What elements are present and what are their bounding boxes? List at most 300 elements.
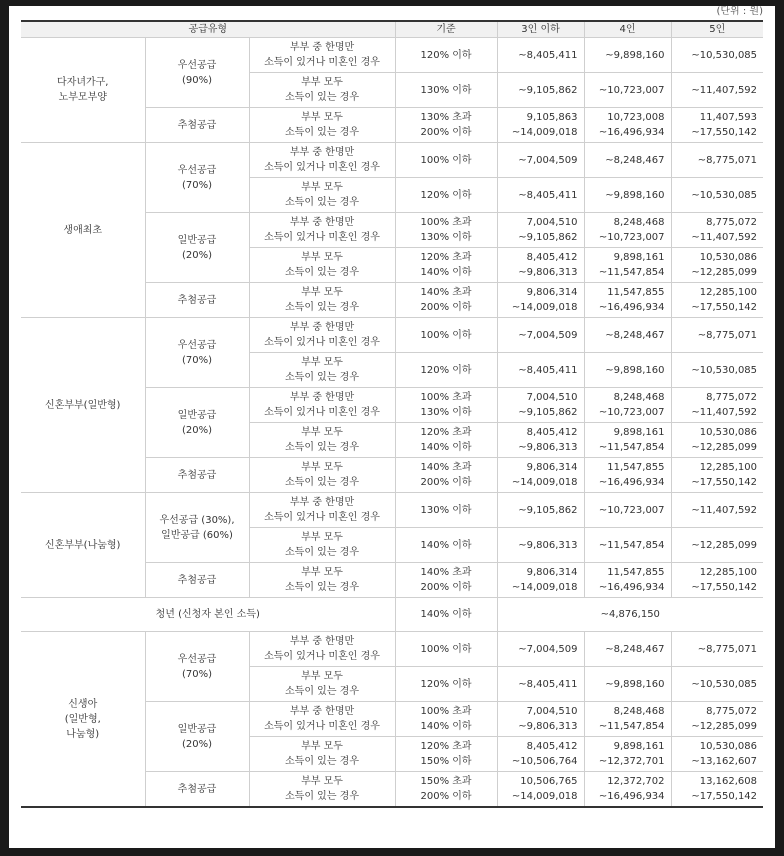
table-row bbox=[21, 38, 763, 73]
supply-type-label-line: 우선공급 bbox=[177, 339, 217, 351]
criteria-cell-line: 120% 이하 bbox=[420, 49, 472, 61]
condition-cell-line: 부부 중 한명만 bbox=[289, 636, 355, 647]
condition-cell-line: 소득이 있는 경우 bbox=[285, 197, 359, 208]
income-4-persons-line: ~12,372,701 bbox=[598, 756, 665, 767]
income-4-persons-line: 12,372,702 bbox=[607, 776, 665, 787]
supply-type-label-line: (70%) bbox=[181, 179, 213, 191]
income-4-persons-line: ~8,248,467 bbox=[605, 329, 665, 341]
income-3-persons-line: 7,004,510 bbox=[526, 217, 578, 228]
income-4-persons-line: 11,547,855 bbox=[607, 462, 665, 473]
income-5-persons-line: ~12,285,099 bbox=[691, 267, 758, 278]
income-3-persons-line: ~8,405,411 bbox=[518, 49, 578, 61]
supply-type-label bbox=[145, 108, 249, 143]
criteria-cell bbox=[395, 318, 497, 353]
header-criteria: 기준 bbox=[395, 21, 497, 38]
income-4-persons-line: 10,723,008 bbox=[607, 112, 665, 123]
table-row bbox=[21, 318, 763, 353]
condition-cell-line: 부부 모두 bbox=[301, 77, 343, 88]
unit-note: (단위 : 원) bbox=[716, 6, 763, 17]
page bbox=[9, 6, 775, 848]
condition-cell-line: 부부 모두 bbox=[301, 776, 343, 787]
income-5-persons-line: ~10,530,085 bbox=[691, 189, 758, 201]
section-label bbox=[21, 38, 145, 143]
income-5-persons-line: 12,285,100 bbox=[699, 567, 758, 578]
income-5-persons bbox=[671, 73, 763, 108]
income-4-persons bbox=[584, 143, 671, 178]
criteria-cell-line: 200% 이하 bbox=[420, 477, 472, 488]
income-3-persons-line: ~9,806,313 bbox=[518, 267, 578, 278]
criteria-cell-line: 130% 이하 bbox=[420, 504, 472, 516]
income-5-persons-line: 10,530,086 bbox=[699, 427, 758, 438]
condition-cell bbox=[249, 213, 395, 248]
income-4-persons bbox=[584, 213, 671, 248]
income-4-persons-line: ~10,723,007 bbox=[598, 84, 665, 96]
income-3-persons-line: 8,405,412 bbox=[526, 741, 578, 752]
income-4-persons-line: ~10,723,007 bbox=[598, 232, 665, 243]
income-5-persons bbox=[671, 493, 763, 528]
criteria-cell-line: 120% 이하 bbox=[420, 364, 472, 376]
income-5-persons-line: ~17,550,142 bbox=[691, 791, 758, 802]
income-5-persons bbox=[671, 318, 763, 353]
condition-cell bbox=[249, 143, 395, 178]
income-5-persons-line: ~12,285,099 bbox=[691, 539, 758, 551]
income-5-persons-line: ~11,407,592 bbox=[691, 84, 758, 96]
income-3-persons-line: ~9,105,862 bbox=[518, 84, 578, 96]
income-5-persons-line: ~13,162,607 bbox=[691, 756, 758, 767]
income-5-persons-line: 13,162,608 bbox=[699, 776, 758, 787]
criteria-cell-line: 140% 이하 bbox=[420, 721, 472, 732]
income-3-persons bbox=[497, 737, 584, 772]
income-5-persons bbox=[671, 563, 763, 598]
income-3-persons bbox=[497, 73, 584, 108]
criteria-cell bbox=[395, 73, 497, 108]
income-4-persons-line: ~9,898,160 bbox=[605, 49, 665, 61]
criteria-cell-line: 130% 이하 bbox=[420, 407, 472, 418]
condition-cell bbox=[249, 73, 395, 108]
income-5-persons-line: ~17,550,142 bbox=[691, 127, 758, 138]
income-4-persons-line: ~9,898,160 bbox=[605, 364, 665, 376]
income-5-persons-line: ~10,530,085 bbox=[691, 678, 758, 690]
income-5-persons-line: ~17,550,142 bbox=[691, 477, 758, 488]
section-label bbox=[21, 318, 145, 493]
header-3-persons: 3인 이하 bbox=[497, 21, 584, 38]
income-4-persons bbox=[584, 563, 671, 598]
condition-cell-line: 소득이 있거나 미혼인 경우 bbox=[264, 512, 380, 523]
criteria-cell bbox=[395, 493, 497, 528]
income-3-persons-line: ~14,009,018 bbox=[511, 302, 578, 313]
income-3-persons-line: 10,506,765 bbox=[520, 776, 578, 787]
income-4-persons bbox=[584, 38, 671, 73]
income-5-persons-line: 11,407,593 bbox=[699, 112, 758, 123]
income-3-persons-line: 7,004,510 bbox=[526, 706, 578, 717]
criteria-cell-line: 100% 이하 bbox=[420, 643, 472, 655]
youth-label: 청년 (신청자 본인 소득) bbox=[21, 598, 395, 632]
supply-type-label-line: 추첨공급 bbox=[177, 469, 217, 481]
income-5-persons bbox=[671, 248, 763, 283]
income-4-persons-line: ~16,496,934 bbox=[598, 582, 665, 593]
supply-type-label bbox=[145, 213, 249, 283]
income-4-persons-line: ~16,496,934 bbox=[598, 302, 665, 313]
criteria-cell bbox=[395, 667, 497, 702]
condition-cell-line: 부부 모두 bbox=[301, 357, 343, 368]
supply-type-label-line: 추첨공급 bbox=[177, 574, 217, 586]
income-4-persons bbox=[584, 667, 671, 702]
income-5-persons bbox=[671, 458, 763, 493]
supply-type-label bbox=[145, 632, 249, 702]
income-3-persons bbox=[497, 388, 584, 423]
condition-cell bbox=[249, 248, 395, 283]
income-4-persons-line: ~16,496,934 bbox=[598, 127, 665, 138]
criteria-cell-line: 100% 이하 bbox=[420, 154, 472, 166]
income-5-persons bbox=[671, 702, 763, 737]
income-5-persons-line: ~12,285,099 bbox=[691, 442, 758, 453]
income-4-persons-line: 9,898,161 bbox=[613, 427, 665, 438]
table-row bbox=[21, 143, 763, 178]
income-5-persons-line: 12,285,100 bbox=[699, 462, 758, 473]
condition-cell-line: 부부 모두 bbox=[301, 287, 343, 298]
criteria-cell-line: 140% 이하 bbox=[420, 267, 472, 278]
income-3-persons bbox=[497, 563, 584, 598]
header-4-persons: 4인 bbox=[584, 21, 671, 38]
income-3-persons-line: ~10,506,764 bbox=[511, 756, 578, 767]
condition-cell-line: 소득이 있거나 미혼인 경우 bbox=[264, 651, 380, 662]
supply-type-label-line: (20%) bbox=[181, 424, 213, 436]
supply-type-label-line: (90%) bbox=[181, 74, 213, 86]
income-4-persons bbox=[584, 353, 671, 388]
income-5-persons-line: ~17,550,142 bbox=[691, 582, 758, 593]
condition-cell bbox=[249, 38, 395, 73]
income-4-persons-line: ~10,723,007 bbox=[598, 407, 665, 418]
income-4-persons-line: ~8,248,467 bbox=[605, 154, 665, 166]
income-3-persons bbox=[497, 702, 584, 737]
criteria-cell-line: 120% 초과 bbox=[420, 252, 472, 263]
condition-cell bbox=[249, 493, 395, 528]
criteria-cell-line: 150% 초과 bbox=[420, 776, 472, 787]
income-5-persons-line: ~17,550,142 bbox=[691, 302, 758, 313]
section-label-line: 다자녀가구, bbox=[57, 77, 109, 88]
condition-cell bbox=[249, 667, 395, 702]
income-3-persons bbox=[497, 528, 584, 563]
criteria-cell-line: 130% 이하 bbox=[420, 232, 472, 243]
income-3-persons bbox=[497, 213, 584, 248]
condition-cell-line: 소득이 있거나 미혼인 경우 bbox=[264, 337, 380, 348]
income-5-persons-line: 8,775,072 bbox=[706, 392, 758, 403]
section-label-line: (일반형, bbox=[64, 713, 101, 725]
section-label-line: 노부모부양 bbox=[58, 92, 107, 103]
income-4-persons-line: ~10,723,007 bbox=[598, 504, 665, 516]
income-3-persons-line: ~9,105,862 bbox=[518, 232, 578, 243]
income-4-persons-line: 8,248,468 bbox=[613, 217, 665, 228]
condition-cell bbox=[249, 283, 395, 318]
income-4-persons bbox=[584, 388, 671, 423]
income-3-persons-line: 8,405,412 bbox=[526, 252, 578, 263]
supply-type-label bbox=[145, 283, 249, 318]
income-5-persons bbox=[671, 737, 763, 772]
condition-cell bbox=[249, 772, 395, 808]
income-4-persons-line: ~9,898,160 bbox=[605, 189, 665, 201]
supply-type-label bbox=[145, 702, 249, 772]
criteria-cell bbox=[395, 423, 497, 458]
income-5-persons-line: ~11,407,592 bbox=[691, 232, 758, 243]
criteria-cell-line: 120% 이하 bbox=[420, 189, 472, 201]
income-4-persons-line: ~11,547,854 bbox=[598, 721, 665, 732]
income-5-persons-line: 10,530,086 bbox=[699, 741, 758, 752]
income-3-persons-line: ~8,405,411 bbox=[518, 364, 578, 376]
income-3-persons-line: ~9,105,862 bbox=[518, 504, 578, 516]
income-3-persons bbox=[497, 248, 584, 283]
income-5-persons-line: 12,285,100 bbox=[699, 287, 758, 298]
income-4-persons bbox=[584, 772, 671, 808]
income-3-persons-line: ~7,004,509 bbox=[518, 643, 578, 655]
income-3-persons bbox=[497, 38, 584, 73]
income-3-persons bbox=[497, 143, 584, 178]
income-3-persons-line: ~8,405,411 bbox=[518, 189, 578, 201]
criteria-cell bbox=[395, 108, 497, 143]
criteria-cell-line: 120% 초과 bbox=[420, 741, 472, 752]
section-label-line: 생애최초 bbox=[63, 224, 103, 236]
income-3-persons-line: 9,105,863 bbox=[526, 112, 578, 123]
criteria-cell-line: 200% 이하 bbox=[420, 791, 472, 802]
income-5-persons bbox=[671, 667, 763, 702]
criteria-cell bbox=[395, 772, 497, 808]
criteria-cell bbox=[395, 563, 497, 598]
table-row bbox=[21, 598, 763, 632]
income-3-persons bbox=[497, 178, 584, 213]
condition-cell bbox=[249, 702, 395, 737]
condition-cell bbox=[249, 108, 395, 143]
youth-income-value: ~4,876,150 bbox=[497, 598, 763, 632]
condition-cell bbox=[249, 388, 395, 423]
condition-cell-line: 소득이 있는 경우 bbox=[285, 302, 359, 313]
condition-cell-line: 소득이 있는 경우 bbox=[285, 582, 359, 593]
criteria-cell bbox=[395, 388, 497, 423]
supply-type-label-line: 일반공급 (60%) bbox=[161, 529, 233, 541]
criteria-cell bbox=[395, 702, 497, 737]
income-5-persons-line: 8,775,072 bbox=[706, 217, 758, 228]
income-4-persons-line: ~9,898,160 bbox=[605, 678, 665, 690]
condition-cell bbox=[249, 178, 395, 213]
condition-cell-line: 소득이 있는 경우 bbox=[285, 547, 359, 558]
section-label-line: 신혼부부(일반형) bbox=[45, 399, 121, 411]
condition-cell-line: 소득이 있는 경우 bbox=[285, 756, 359, 767]
income-3-persons bbox=[497, 318, 584, 353]
income-3-persons-line: ~9,806,313 bbox=[518, 721, 578, 732]
income-3-persons bbox=[497, 667, 584, 702]
condition-cell-line: 부부 중 한명만 bbox=[289, 497, 355, 508]
criteria-cell-line: 140% 초과 bbox=[420, 462, 472, 473]
condition-cell-line: 부부 중 한명만 bbox=[289, 217, 355, 228]
income-5-persons bbox=[671, 143, 763, 178]
income-5-persons bbox=[671, 423, 763, 458]
header-row bbox=[21, 21, 763, 38]
supply-type-label-line: 우선공급 (30%), bbox=[159, 514, 235, 526]
income-3-persons-line: ~9,806,313 bbox=[518, 539, 578, 551]
condition-cell-line: 소득이 있는 경우 bbox=[285, 686, 359, 697]
criteria-cell bbox=[395, 632, 497, 667]
criteria-cell bbox=[395, 528, 497, 563]
criteria-cell bbox=[395, 178, 497, 213]
income-5-persons bbox=[671, 528, 763, 563]
income-5-persons-line: ~11,407,592 bbox=[691, 407, 758, 418]
criteria-cell bbox=[395, 353, 497, 388]
income-4-persons-line: ~16,496,934 bbox=[598, 477, 665, 488]
supply-type-label-line: (70%) bbox=[181, 354, 213, 366]
income-5-persons bbox=[671, 388, 763, 423]
income-4-persons-line: 9,898,161 bbox=[613, 252, 665, 263]
supply-type-label-line: 추첨공급 bbox=[177, 119, 217, 131]
supply-type-label bbox=[145, 493, 249, 563]
income-5-persons bbox=[671, 178, 763, 213]
supply-type-label bbox=[145, 772, 249, 808]
income-4-persons-line: 11,547,855 bbox=[607, 287, 665, 298]
condition-cell-line: 소득이 있는 경우 bbox=[285, 92, 359, 103]
condition-cell-line: 부부 모두 bbox=[301, 462, 343, 473]
income-5-persons bbox=[671, 632, 763, 667]
income-3-persons bbox=[497, 283, 584, 318]
income-4-persons-line: 11,547,855 bbox=[607, 567, 665, 578]
income-3-persons bbox=[497, 493, 584, 528]
condition-cell bbox=[249, 353, 395, 388]
condition-cell-line: 소득이 있거나 미혼인 경우 bbox=[264, 162, 380, 173]
supply-type-label-line: 추첨공급 bbox=[177, 294, 217, 306]
supply-type-label-line: (20%) bbox=[181, 738, 213, 750]
supply-type-label-line: 일반공급 bbox=[177, 723, 217, 735]
condition-cell bbox=[249, 423, 395, 458]
condition-cell-line: 소득이 있는 경우 bbox=[285, 267, 359, 278]
income-4-persons-line: 8,248,468 bbox=[613, 706, 665, 717]
table-row bbox=[21, 493, 763, 528]
income-5-persons-line: 8,775,072 bbox=[706, 706, 758, 717]
income-3-persons-line: ~14,009,018 bbox=[511, 477, 578, 488]
income-4-persons-line: ~16,496,934 bbox=[598, 791, 665, 802]
supply-type-label bbox=[145, 318, 249, 388]
income-3-persons-line: 9,806,314 bbox=[526, 462, 578, 473]
income-4-persons bbox=[584, 702, 671, 737]
header-supply-type: 공급유형 bbox=[21, 21, 395, 38]
supply-type-label-line: (70%) bbox=[181, 668, 213, 680]
condition-cell-line: 부부 중 한명만 bbox=[289, 147, 355, 158]
criteria-cell-line: 200% 이하 bbox=[420, 127, 472, 138]
income-3-persons-line: ~14,009,018 bbox=[511, 582, 578, 593]
condition-cell-line: 소득이 있는 경우 bbox=[285, 127, 359, 138]
condition-cell-line: 소득이 있는 경우 bbox=[285, 442, 359, 453]
income-4-persons bbox=[584, 178, 671, 213]
criteria-cell-line: 100% 초과 bbox=[420, 706, 472, 717]
condition-cell-line: 소득이 있거나 미혼인 경우 bbox=[264, 721, 380, 732]
section-label-line: 나눔형) bbox=[66, 728, 100, 740]
income-3-persons-line: ~14,009,018 bbox=[511, 127, 578, 138]
condition-cell-line: 부부 모두 bbox=[301, 532, 343, 543]
income-4-persons bbox=[584, 248, 671, 283]
income-3-persons bbox=[497, 632, 584, 667]
supply-type-label bbox=[145, 388, 249, 458]
income-3-persons-line: 9,806,314 bbox=[526, 567, 578, 578]
income-5-persons-line: ~10,530,085 bbox=[691, 49, 758, 61]
income-3-persons-line: 9,806,314 bbox=[526, 287, 578, 298]
income-5-persons-line: ~10,530,085 bbox=[691, 364, 758, 376]
condition-cell bbox=[249, 632, 395, 667]
condition-cell-line: 부부 중 한명만 bbox=[289, 322, 355, 333]
income-5-persons bbox=[671, 108, 763, 143]
criteria-cell-line: 100% 이하 bbox=[420, 329, 472, 341]
income-4-persons bbox=[584, 73, 671, 108]
condition-cell-line: 소득이 있는 경우 bbox=[285, 791, 359, 802]
section-label bbox=[21, 493, 145, 598]
criteria-cell bbox=[395, 213, 497, 248]
income-3-persons bbox=[497, 353, 584, 388]
criteria-cell bbox=[395, 283, 497, 318]
condition-cell-line: 부부 중 한명만 bbox=[289, 706, 355, 717]
income-4-persons bbox=[584, 737, 671, 772]
income-4-persons-line: ~11,547,854 bbox=[598, 267, 665, 278]
condition-cell-line: 부부 모두 bbox=[301, 741, 343, 752]
supply-type-label-line: 추첨공급 bbox=[177, 783, 217, 795]
criteria-cell-line: 100% 초과 bbox=[420, 217, 472, 228]
condition-cell-line: 소득이 있거나 미혼인 경우 bbox=[264, 57, 380, 68]
criteria-cell bbox=[395, 143, 497, 178]
income-3-persons bbox=[497, 772, 584, 808]
income-5-persons bbox=[671, 213, 763, 248]
criteria-cell bbox=[395, 248, 497, 283]
table-body bbox=[21, 38, 763, 808]
criteria-cell-line: 120% 초과 bbox=[420, 427, 472, 438]
condition-cell bbox=[249, 563, 395, 598]
condition-cell-line: 부부 모두 bbox=[301, 112, 343, 123]
income-4-persons bbox=[584, 528, 671, 563]
income-3-persons-line: ~7,004,509 bbox=[518, 329, 578, 341]
income-4-persons-line: ~8,248,467 bbox=[605, 643, 665, 655]
income-5-persons bbox=[671, 283, 763, 318]
income-4-persons bbox=[584, 318, 671, 353]
income-3-persons-line: 8,405,412 bbox=[526, 427, 578, 438]
supply-type-label-line: 일반공급 bbox=[177, 409, 217, 421]
table-row bbox=[21, 632, 763, 667]
income-4-persons bbox=[584, 283, 671, 318]
income-5-persons-line: ~8,775,071 bbox=[697, 154, 758, 166]
criteria-cell-line: 200% 이하 bbox=[420, 302, 472, 313]
criteria-cell-line: 200% 이하 bbox=[420, 582, 472, 593]
income-5-persons-line: ~8,775,071 bbox=[697, 643, 758, 655]
supply-type-label bbox=[145, 458, 249, 493]
income-3-persons-line: ~7,004,509 bbox=[518, 154, 578, 166]
condition-cell-line: 부부 중 한명만 bbox=[289, 392, 355, 403]
income-5-persons-line: ~11,407,592 bbox=[691, 504, 758, 516]
section-label-line: 신생아 bbox=[68, 698, 98, 710]
supply-type-label bbox=[145, 38, 249, 108]
income-4-persons-line: ~11,547,854 bbox=[598, 442, 665, 453]
condition-cell bbox=[249, 737, 395, 772]
condition-cell-line: 부부 모두 bbox=[301, 252, 343, 263]
supply-type-label bbox=[145, 563, 249, 598]
criteria-cell-line: 150% 이하 bbox=[420, 756, 472, 767]
criteria-cell-line: 140% 이하 bbox=[420, 442, 472, 453]
supply-type-label-line: 우선공급 bbox=[177, 59, 217, 71]
criteria-cell-line: 140% 초과 bbox=[420, 567, 472, 578]
income-3-persons bbox=[497, 108, 584, 143]
income-4-persons-line: 8,248,468 bbox=[613, 392, 665, 403]
income-4-persons bbox=[584, 458, 671, 493]
income-4-persons bbox=[584, 108, 671, 143]
criteria-cell bbox=[395, 38, 497, 73]
supply-type-label-line: 일반공급 bbox=[177, 234, 217, 246]
income-5-persons bbox=[671, 353, 763, 388]
header-5-persons: 5인 bbox=[671, 21, 763, 38]
condition-cell-line: 부부 모두 bbox=[301, 567, 343, 578]
income-4-persons bbox=[584, 632, 671, 667]
criteria-cell bbox=[395, 737, 497, 772]
criteria-cell-line: 140% 이하 bbox=[420, 539, 472, 551]
income-5-persons-line: ~8,775,071 bbox=[697, 329, 758, 341]
